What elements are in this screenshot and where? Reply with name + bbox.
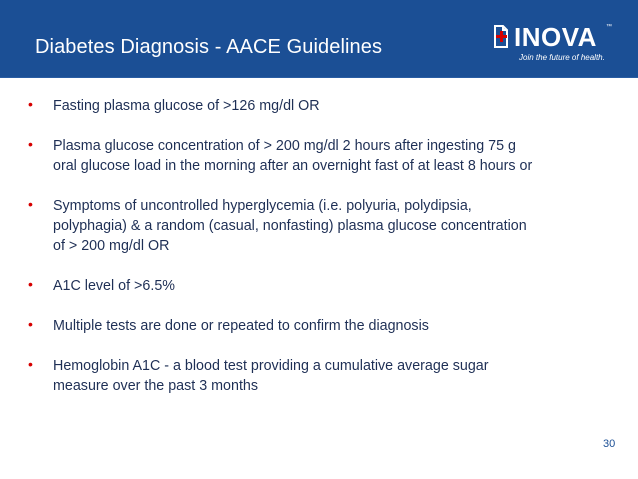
criteria-item-hemoglobin-a1c (28, 356, 608, 396)
criteria-item-a1c-level (28, 276, 608, 296)
bullet-marker-icon: • (28, 136, 33, 152)
criteria-text: Fasting plasma glucose of >126 mg/dl OR (53, 98, 320, 114)
criteria-item-repeated-tests (28, 316, 608, 336)
criteria-text: A1C level of >6.5% (53, 278, 175, 294)
criteria-text: Plasma glucose concentration of > 200 mg/dl 2 hours after ingesting 75 g oral glucose load in the morning after an overnight fast of at least 8 hours or (53, 138, 533, 174)
inova-logo (490, 23, 615, 67)
criteria-item-fasting-glucose (28, 96, 608, 116)
criteria-item-plasma-glucose (28, 136, 608, 176)
bullet-marker-icon: • (28, 356, 33, 372)
diagnosis-criteria-list (28, 96, 608, 396)
bullet-marker-icon: • (28, 276, 33, 292)
inova-cross-logo-icon (490, 23, 512, 50)
logo-tagline: Join the future of health. (519, 53, 605, 62)
logo-trademark: ™ (606, 24, 612, 30)
bullet-marker-icon: • (28, 96, 33, 112)
slide-title: Diabetes Diagnosis - AACE Guidelines (35, 36, 383, 58)
criteria-item-hyperglycemia-symptoms (28, 196, 608, 256)
bullet-marker-icon: • (28, 196, 33, 212)
criteria-text: Symptoms of uncontrolled hyperglycemia (i.e. polyuria, polydipsia, polyphagia) & a random (casual, nonfasting) plasma glucose concentration of > 200 mg/dl OR (53, 198, 527, 254)
slide-header (0, 0, 638, 78)
bullet-marker-icon: • (28, 316, 33, 332)
logo-wordmark: INOVA (514, 22, 597, 52)
criteria-text: Multiple tests are done or repeated to confirm the diagnosis (53, 318, 429, 334)
criteria-text: Hemoglobin A1C - a blood test providing a cumulative average sugar measure over the past 3 months (53, 358, 489, 394)
page-number: 30 (603, 438, 616, 450)
